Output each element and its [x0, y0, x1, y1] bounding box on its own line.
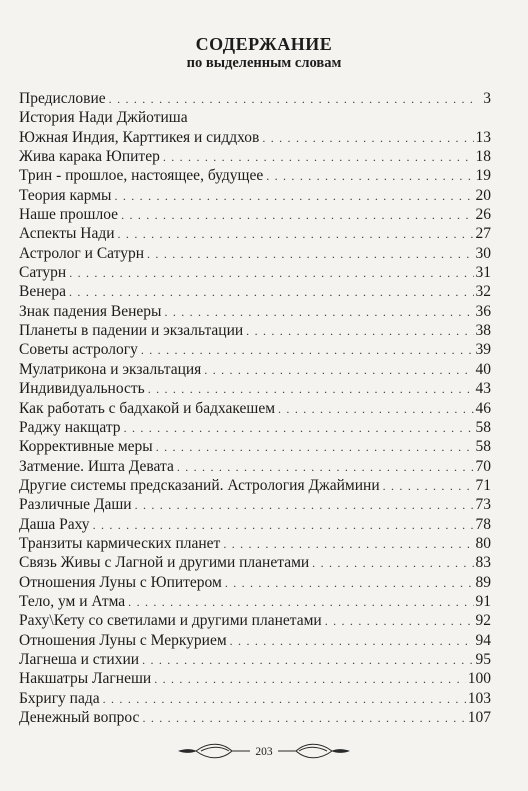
toc-leader-dots — [141, 341, 474, 360]
toc-entry — [19, 592, 491, 611]
toc-leader-dots — [177, 458, 474, 477]
toc-entry-page: 89 — [475, 573, 491, 591]
toc-entry — [19, 573, 491, 592]
toc-entry — [19, 437, 491, 456]
toc-entry — [19, 108, 491, 127]
toc-entry-title: Тело, ум и Атма — [19, 592, 126, 610]
toc-entry-page: 92 — [475, 612, 491, 630]
toc-entry-title: Теория кармы — [19, 186, 112, 204]
toc-entry-title: Индивидуальность — [19, 380, 145, 398]
toc-leader-dots — [383, 477, 474, 496]
toc-entry — [19, 631, 491, 650]
toc-entry-page: 94 — [475, 631, 491, 649]
toc-entry-page: 78 — [475, 515, 491, 533]
toc-entry — [19, 321, 491, 340]
toc-entry-title: Сатурн — [19, 264, 67, 282]
toc-leader-dots — [147, 245, 473, 264]
toc-leader-dots — [124, 419, 474, 438]
toc-entry-title: Раху\Кету со светилами и другими планетами — [19, 612, 322, 630]
toc-entry — [19, 418, 491, 437]
toc-entry-page: 19 — [475, 167, 491, 185]
toc-leader-dots — [142, 709, 465, 728]
toc-entry-title: Мулатрикона и экзальтация — [19, 360, 202, 378]
toc-leader-dots — [93, 516, 474, 535]
toc-entry — [19, 611, 491, 630]
toc-entry-page: 26 — [475, 206, 491, 224]
toc-entry-title: Раджу накщатр — [19, 418, 121, 436]
toc-entry-title: Другие системы предсказаний. Астрология Джаймини — [19, 476, 380, 494]
toc-entry — [19, 128, 491, 147]
toc-leader-dots — [135, 496, 474, 515]
toc-entry-title: Как работать с бадхакой и бадхакешем — [19, 399, 276, 417]
toc-entry-title: Транзиты кармических планет — [19, 534, 221, 552]
toc-leader-dots — [325, 612, 474, 631]
toc-entry — [19, 340, 491, 359]
toc-entry-page: 91 — [475, 592, 491, 610]
toc-entry-title: Венера — [19, 283, 67, 301]
toc-entry-page: 13 — [475, 128, 491, 146]
toc-entry-page: 107 — [467, 709, 491, 726]
page-subtitle: по выделенным словам — [186, 55, 342, 71]
toc-entry-title: Отношения Луны с Юпитером — [19, 573, 222, 591]
toc-leader-dots — [109, 90, 475, 109]
toc-leader-dots — [278, 400, 473, 419]
toc-entry-page: 73 — [475, 496, 491, 514]
toc-entry — [19, 302, 491, 321]
toc-entry-title: Коррективные меры — [19, 438, 153, 456]
page-number-text: 203 — [251, 746, 276, 758]
toc-leader-dots — [204, 361, 473, 380]
toc-entry-title: Астролог и Сатурн — [19, 244, 145, 262]
toc-entry — [19, 263, 491, 282]
toc-entry-page: 103 — [467, 689, 491, 707]
toc-entry — [19, 399, 491, 418]
toc-entry-page: 40 — [475, 360, 491, 378]
toc-entry — [19, 224, 491, 243]
toc-leader-dots — [103, 690, 466, 709]
toc-entry-title: Южная Индия, Карттикея и сиддхов — [19, 128, 260, 146]
toc-entry-title: Предисловие — [19, 90, 106, 107]
toc-entry-title: Связь Живы с Лагной и другими планетами — [19, 554, 310, 572]
toc-entry-page: 58 — [475, 418, 491, 436]
toc-entry — [19, 205, 491, 224]
toc-entry-title: Планеты в падении и экзальтации — [19, 322, 244, 340]
toc-leader-dots — [118, 225, 474, 244]
toc-leader-dots — [230, 632, 474, 651]
toc-entry — [19, 689, 491, 708]
toc-entry-title: Советы астрологу — [19, 341, 138, 359]
toc-entry — [19, 669, 491, 688]
toc-entry-page: 31 — [475, 264, 491, 282]
toc-entry-page: 71 — [475, 476, 491, 494]
toc-entry — [19, 515, 491, 534]
toc-entry-title: Трин - прошлое, настоящее, будущее — [19, 167, 264, 185]
toc-entry-page: 32 — [475, 283, 491, 301]
toc-entry-page: 100 — [467, 670, 491, 688]
page-title: СОДЕРЖАНИЕ — [195, 34, 333, 54]
toc-entry — [19, 534, 491, 553]
toc-leader-dots — [262, 129, 473, 148]
toc-entry-page: 95 — [475, 650, 491, 668]
toc-leader-dots — [148, 380, 474, 399]
toc-leader-dots — [156, 438, 474, 457]
toc-entry-page: 83 — [475, 554, 491, 572]
toc-entry-page: 3 — [483, 90, 491, 107]
toc-entry-title: Различные Даши — [19, 496, 132, 514]
toc-leader-dots — [121, 206, 473, 225]
toc-entry — [19, 553, 491, 572]
toc-entry-page: 30 — [475, 244, 491, 262]
toc-leader-dots — [246, 322, 473, 341]
toc-entry-page: 38 — [475, 322, 491, 340]
toc-entry-page: 70 — [475, 457, 491, 475]
toc-entry-page: 58 — [475, 438, 491, 456]
toc-entry-page: 18 — [475, 148, 491, 166]
toc-leader-dots — [114, 187, 473, 206]
toc-entry — [19, 89, 491, 108]
toc-entry-page: 20 — [475, 186, 491, 204]
toc-entry — [19, 147, 491, 166]
toc-entry — [19, 495, 491, 514]
toc-leader-dots — [128, 593, 473, 612]
toc-leader-dots — [266, 167, 473, 186]
toc-leader-dots — [164, 303, 473, 322]
toc-entry — [19, 166, 491, 185]
toc-leader-dots — [223, 535, 473, 554]
toc-entry-page: 36 — [475, 302, 491, 320]
toc-leader-dots — [154, 670, 466, 689]
toc-entry-title: Денежный вопрос — [19, 709, 140, 726]
toc-leader-dots — [69, 264, 473, 283]
toc-entry-title: Жива карака Юпитер — [19, 148, 160, 166]
toc-leader-dots — [312, 554, 473, 573]
toc-entry-title: Бхригу пада — [19, 689, 100, 707]
toc-entry-title: История Нади Джйотиша — [19, 109, 188, 127]
toc-leader-dots — [69, 283, 473, 302]
toc-leader-dots — [142, 651, 473, 670]
toc-entry-title: Наше прошлое — [19, 206, 119, 224]
toc-leader-dots — [225, 574, 474, 593]
toc-entry — [19, 360, 491, 379]
toc-entry-page: 80 — [475, 534, 491, 552]
toc-entry-title: Накшатры Лагнеши — [19, 670, 152, 688]
table-of-contents — [19, 89, 491, 727]
toc-entry-title: Аспекты Нади — [19, 225, 115, 243]
toc-entry-title: Отношения Луны с Меркурием — [19, 631, 227, 649]
toc-entry — [19, 282, 491, 301]
toc-entry-title: Знак падения Венеры — [19, 302, 162, 320]
toc-entry — [19, 244, 491, 263]
toc-entry — [19, 457, 491, 476]
page-number — [0, 746, 528, 758]
toc-entry-page: 27 — [475, 225, 491, 243]
toc-entry — [19, 379, 491, 398]
toc-entry — [19, 186, 491, 205]
toc-entry-page: 43 — [475, 380, 491, 398]
toc-entry-title: Даша Раху — [19, 515, 90, 533]
toc-entry — [19, 476, 491, 495]
toc-entry-title: Лагнеша и стихии — [19, 650, 140, 668]
toc-entry-page: 39 — [475, 341, 491, 359]
toc-entry-page: 46 — [475, 399, 491, 417]
toc-entry — [19, 708, 491, 727]
toc-entry-title: Затмение. Ишта Девата — [19, 457, 174, 475]
toc-entry — [19, 650, 491, 669]
toc-leader-dots — [163, 148, 474, 167]
